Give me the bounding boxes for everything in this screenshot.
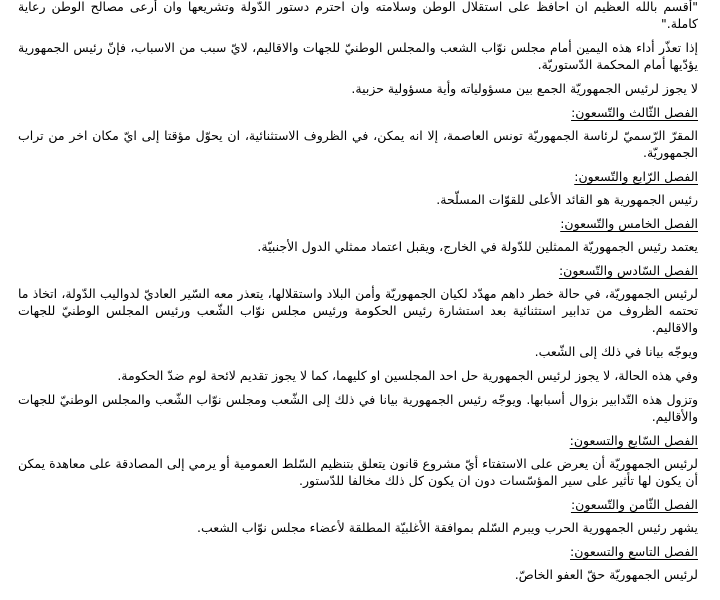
article-88-paragraph-1: إذا تعذّر أداء هذه اليمين أمام مجلس نوّاب الشعب والمجلس الوطنيّ للجهات والاقاليم، لايّ سبب من الاسباب، فإنّ رئيس الجمهورية يؤدّيها أمام المحكمة الدّستوريّة. <box>18 40 698 72</box>
article-97-text: لرئيس الجمهوريّة أن يعرض على الاستفتاء أيّ مشروع قانون يتعلق بتنظيم السّلط العمومية أو يرمي إلى المصادقة على معاهدة يمكن أن يكون لها تأثير على سير المؤسّسات دون ان يكون كل ذلك مخالفا للدّستور. <box>18 456 698 488</box>
article-88-paragraph-2: لا يجوز لرئيس الجمهوريّة الجمع بين مسؤولياته وأية مسؤولية حزبية. <box>351 81 698 96</box>
article-96-paragraph-4: وتزول هذه التّدابير بزوال أسبابها. ويوجّه رئيس الجمهورية بيانا في ذلك إلى الشّعب ومجلس نوّاب الشّعب والمجلس الوطنيّ للجهات والأقاليم. <box>18 392 698 424</box>
article-94-text: رئيس الجمهورية هو القائد الأعلى للقوّات المسلّحة. <box>436 192 698 207</box>
oath-text: "أقسم بالله العظيم ان احافظ على استقلال الوطن وسلامته وان احترم دستور الدّولة وتشريعها وان أرعى مصالح الوطن رعاية كاملة." <box>18 0 698 31</box>
document-page <box>18 0 698 590</box>
article-96-heading: الفصل السّادس والتّسعون: <box>558 263 698 278</box>
article-95-text: يعتمد رئيس الجمهوريّة الممثلين للدّولة في الخارج، ويقبل اعتماد ممثلي الدول الأجنبيّة. <box>257 239 698 254</box>
article-96-paragraph-1: لرئيس الجمهوريّة، في حالة خطر داهم مهدّد لكيان الجمهوريّة وأمن البلاد واستقلالها، يتعذر معه السّير العاديّ لدواليب الدّولة، اتخاذ ما تحتمه الظروف من تدابير استثنائية بعد استشارة رئيس الحكومة ورئيس مجلس نوّاب الشّعب ورئيس المجلس الوطنيّ للجهات والاقاليم. <box>18 286 698 335</box>
article-93-text: المقرّ الرّسميّ لرئاسة الجمهوريّة تونس العاصمة، إلا انه يمكن، في الظروف الاستثنائية، ان يحوّل مؤقتا إلى ايّ مكان اخر من تراب الجمهوريّة. <box>18 128 698 160</box>
article-96-paragraph-3: وفي هذه الحالة، لا يجوز لرئيس الجمهورية حل احد المجلسين او كليهما، كما لا يجوز تقديم لائحة لوم ضدّ الحكومة. <box>117 368 698 383</box>
article-98-text: يشهر رئيس الجمهورية الحرب ويبرم السّلم بموافقة الأغلبيّة المطلقة لأعضاء مجلس نوّاب الشعب. <box>197 520 698 535</box>
article-93-heading: الفصل الثّالث والتّسعون: <box>571 105 698 120</box>
article-96-paragraph-2: ويوجّه بيانا في ذلك إلى الشّعب. <box>534 344 698 359</box>
article-95-heading: الفصل الخامس والتّسعون: <box>560 216 698 231</box>
article-94-heading: الفصل الرّابع والتّسعون: <box>574 169 698 184</box>
article-99-text: لرئيس الجمهوريّة حقّ العفو الخاصّ. <box>514 567 698 582</box>
article-97-heading: الفصل السّابع والتسعون: <box>569 433 698 448</box>
article-99-heading: الفصل التاسع والتسعون: <box>570 544 698 559</box>
article-98-heading: الفصل الثّامن والتّسعون: <box>570 497 698 512</box>
